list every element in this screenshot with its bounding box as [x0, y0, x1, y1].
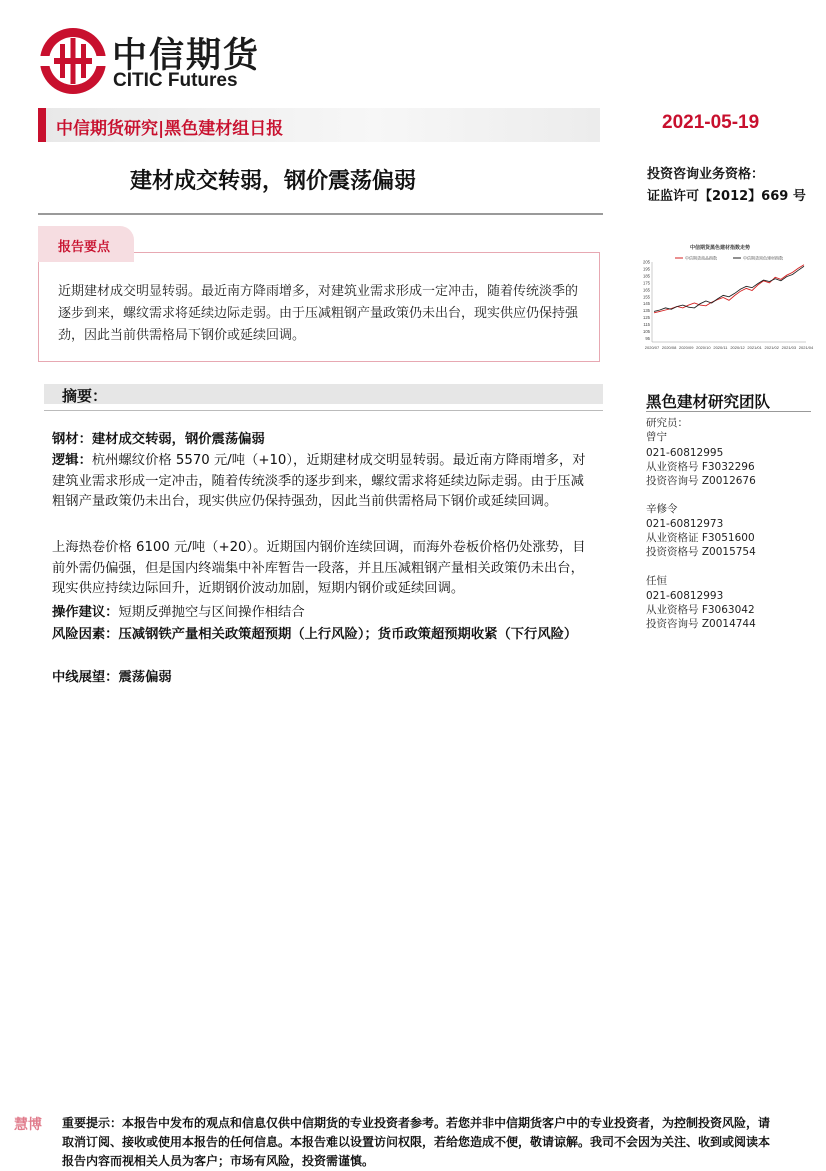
x-tick-label: 2020/09 [678, 345, 694, 350]
member-name: 曾宁 [646, 431, 667, 443]
mid-text: 震荡偏弱 [118, 670, 172, 685]
team-title: 黑色建材研究团队 [646, 393, 771, 411]
citic-logo-icon [38, 26, 108, 96]
member-phone: 021-60812995 [646, 447, 724, 459]
logic-label: 逻辑： [52, 453, 92, 468]
hrc-paragraph: 上海热卷价格 6100 元/吨（+20）。近期国内钢价连续回调，而海外卷板价格仍处涨势，目前外需仍偏强，但是国内终端集中补库暂告一段落，并且压减粗钢产量相关政策仍未出台，现实供应持续边际回升，近期钢价波动加剧，短期内钢价或延续回调。 [52, 540, 586, 596]
member-license: 投资咨询号 Z0012676 [646, 475, 756, 487]
member-phone: 021-60812993 [646, 590, 724, 602]
report-date: 2021-05-19 [662, 112, 760, 133]
x-tick-label: 2021/04 [798, 345, 814, 350]
risk-factors [52, 625, 592, 646]
y-tick-label: 105 [643, 329, 650, 335]
member-license: 从业资格证 F3051600 [646, 532, 755, 544]
member-license: 投资咨询号 Z0014744 [646, 618, 756, 630]
x-tick-label: 2020/12 [730, 345, 745, 350]
member-name: 辛修令 [646, 503, 678, 515]
member-license: 从业资格号 F3032296 [646, 461, 755, 473]
x-tick-label: 2020/10 [696, 345, 711, 350]
logic-paragraph [52, 451, 592, 513]
qualification-label: 投资咨询业务资格： [647, 167, 765, 182]
team-divider [646, 411, 811, 412]
mid-term-outlook [52, 668, 592, 689]
report-series: 中信期货研究|黑色建材组日报 [56, 119, 284, 139]
legend-label: 中信期货黑色建材指数 [743, 255, 783, 261]
x-tick-label: 2020/08 [661, 345, 677, 350]
member-name: 任恒 [646, 575, 667, 587]
index-chart [630, 250, 814, 355]
operation-text: 短期反弹抛空与区间操作相结合 [118, 605, 305, 620]
member-license: 投资资格号 Z0015754 [646, 546, 756, 558]
y-tick-label: 165 [643, 287, 650, 293]
y-tick-label: 145 [643, 301, 650, 307]
chart-title: 中信期货黑色建材指数走势 [690, 245, 751, 251]
y-tick-label: 185 [643, 273, 650, 279]
x-tick-label: 2021/01 [747, 345, 762, 350]
brand-name-en: CITIC Futures [113, 70, 238, 91]
operation-label: 操作建议： [52, 605, 119, 620]
logic-text: 杭州螺纹价格 5570 元/吨（+10），近期建材成交明显转弱。最近南方降雨增多，对建筑业需求形成一定冲击，随着传统淡季的逐步到来，螺纹需求将延续边际走弱。由于压减粗钢产量政策仍未出台，现实供应仍保持强劲，因此当前供需格局下钢价或延续回调。 [52, 453, 586, 509]
risk-text: 压减钢铁产量相关政策超预期（上行风险）；货币政策超预期收紧（下行风险） [118, 627, 578, 642]
header-band-accent [38, 108, 46, 142]
legend-label: 中信期货商品指数 [685, 255, 717, 261]
y-tick-label: 195 [643, 266, 650, 272]
x-tick-label: 2021/02 [764, 345, 780, 350]
x-tick-label: 2021/03 [781, 345, 797, 350]
y-tick-label: 135 [643, 308, 650, 314]
key-points-label: 报告要点 [58, 240, 111, 255]
steel-headline: 钢材：建材成交转弱，钢价震荡偏弱 [52, 432, 265, 447]
summary-divider [44, 410, 603, 411]
researcher-label: 研究员： [646, 417, 688, 429]
title-divider [38, 213, 603, 215]
y-tick-label: 175 [643, 280, 650, 286]
report-title: 建材成交转弱，钢价震荡偏弱 [130, 169, 417, 194]
qualification-license: 证监许可【2012】669 号 [647, 189, 806, 204]
brand-name-cn: 中信期货 [112, 36, 261, 76]
y-tick-label: 205 [643, 259, 650, 265]
mid-label: 中线展望： [52, 670, 119, 685]
x-tick-label: 2020/07 [644, 345, 660, 350]
series-line [654, 266, 804, 311]
watermark: 慧博 [14, 1117, 42, 1133]
summary-label: 摘要： [62, 387, 108, 405]
member-license: 从业资格号 F3063042 [646, 604, 755, 616]
y-tick-label: 155 [643, 294, 650, 300]
member-phone: 021-60812973 [646, 518, 724, 530]
series-line [654, 265, 804, 313]
y-tick-label: 115 [643, 322, 650, 328]
y-tick-label: 95 [645, 336, 650, 342]
y-tick-label: 125 [643, 315, 650, 321]
key-points-text: 近期建材成交明显转弱。最近南方降雨增多，对建筑业需求形成一定冲击，随着传统淡季的逐步到来，螺纹需求将延续边际走弱。由于压减粗钢产量政策仍未出台，现实供应仍保持强劲，因此当前供需格局下钢价或延续回调。 [58, 284, 579, 343]
risk-label: 风险因素： [52, 627, 119, 642]
x-tick-label: 2020/11 [713, 345, 728, 350]
operation-advice [52, 603, 592, 624]
summary-band [44, 384, 603, 404]
disclaimer: 重要提示：本报告中发布的观点和信息仅供中信期货的专业投资者参考。若您并非中信期货客户中的专业投资者，为控制投资风险，请取消订阅、接收或使用本报告的任何信息。本报告难以设置访问权限，若给您造成不便，敬请谅解。我司不会因为关注、收到或阅读本报告内容而视相关人员为客户；市场有风险，投资需谨慎。 [62, 1116, 771, 1168]
